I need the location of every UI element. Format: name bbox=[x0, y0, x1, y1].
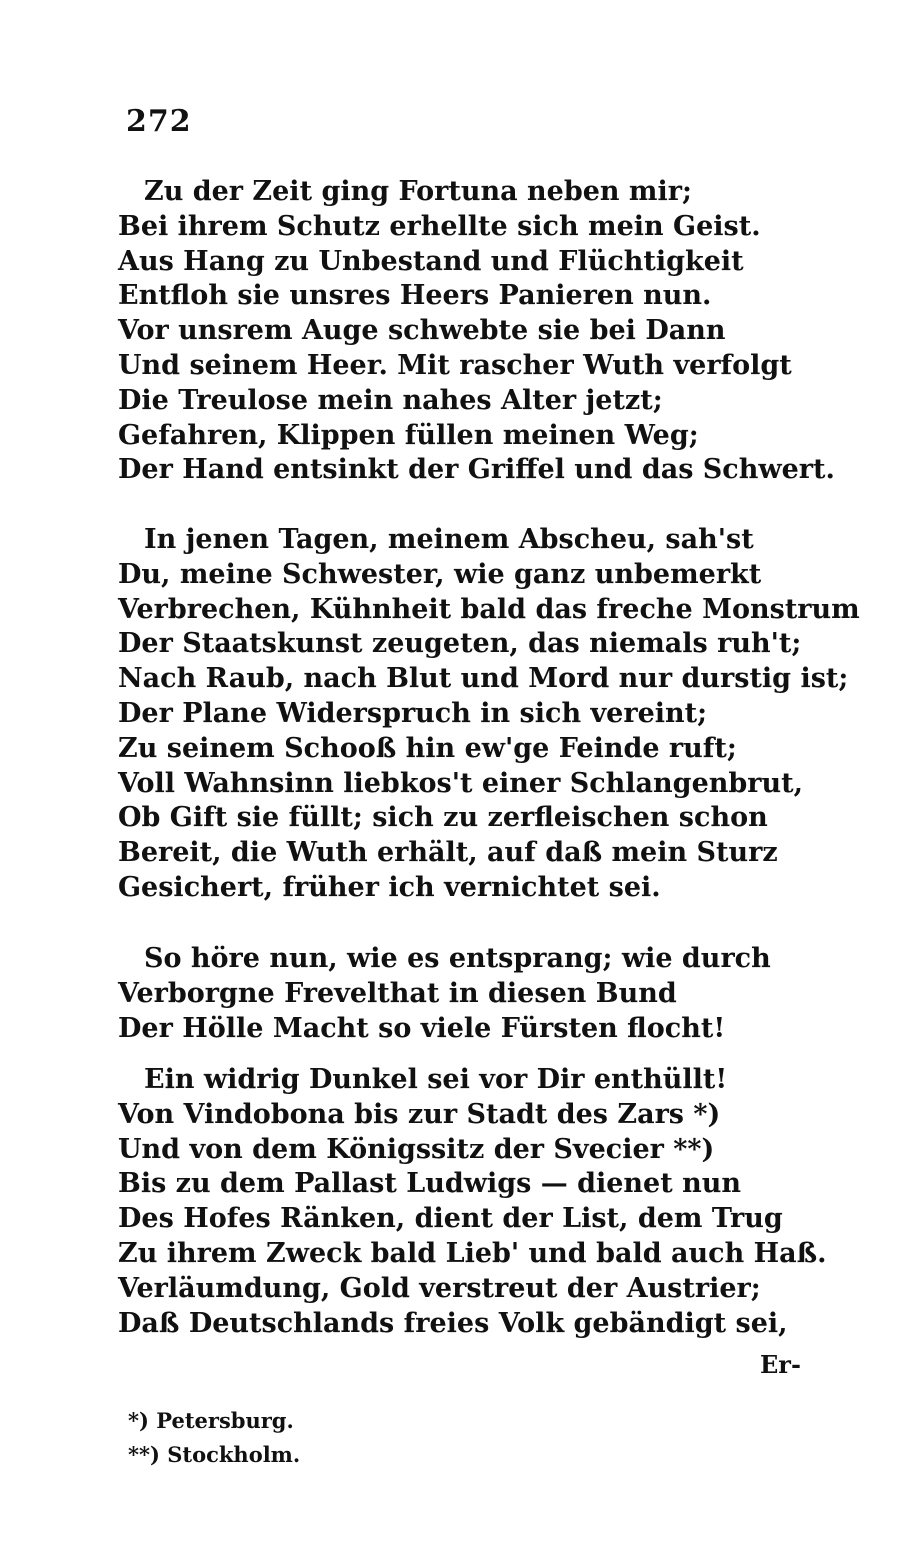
verse-line: Vor unsrem Auge schwebte sie bei Dann bbox=[118, 315, 726, 347]
verse-line: Ob Gift sie füllt; sich zu zerfleischen schon bbox=[118, 802, 768, 834]
verse-line: Zu seinem Schooß hin ew'ge Feinde ruft; bbox=[118, 732, 737, 764]
verse-line: Gesichert, früher ich vernichtet sei. bbox=[118, 871, 661, 903]
verse-line: Der Plane Widerspruch in sich vereint; bbox=[118, 697, 708, 729]
verse-line: Verläumdung, Gold verstreut der Austrier; bbox=[118, 1272, 761, 1304]
verse-line: Die Treulose mein nahes Alter jetzt; bbox=[118, 384, 663, 416]
verse-line: Bereit, die Wuth erhält, auf daß mein Sturz bbox=[118, 837, 778, 869]
verse-line: Zu ihrem Zweck bald Lieb' und bald auch Haß. bbox=[118, 1237, 827, 1269]
verse-line: So höre nun, wie es entsprang; wie durch bbox=[144, 943, 771, 974]
verse-line: Und von dem Königssitz der Svecier **) bbox=[118, 1133, 715, 1165]
verse-line: Nach Raub, nach Blut und Mord nur durstig ist; bbox=[118, 663, 849, 695]
footnote: *) Petersburg. bbox=[128, 1408, 294, 1433]
page-number: 272 bbox=[126, 104, 192, 139]
verse-line: Der Hölle Macht so viele Fürsten flocht! bbox=[118, 1012, 726, 1044]
verse-line: Der Staatskunst zeugeten, das niemals ruh't; bbox=[118, 628, 802, 660]
catchword: Er- bbox=[760, 1350, 801, 1379]
verse-line: Der Hand entsinkt der Griffel und das Schwert. bbox=[118, 454, 835, 486]
verse-line: Gefahren, Klippen füllen meinen Weg; bbox=[118, 419, 699, 451]
verse-line: Zu der Zeit ging Fortuna neben mir; bbox=[144, 176, 692, 207]
verse-line: Verborgne Frevelthat in diesen Bund bbox=[118, 977, 677, 1009]
footnotes bbox=[128, 1404, 300, 1472]
stanza-2 bbox=[118, 523, 860, 906]
footnote: **) Stockholm. bbox=[128, 1442, 301, 1467]
verse-line: Daß Deutschlands freies Volk gebändigt sei, bbox=[118, 1307, 788, 1339]
verse-line: Entfloh sie unsres Heers Panieren nun. bbox=[118, 280, 712, 312]
verse-line: Bis zu dem Pallast Ludwigs — dienet nun bbox=[118, 1168, 741, 1200]
verse-line: Ein widrig Dunkel sei vor Dir enthüllt! bbox=[144, 1064, 728, 1095]
verse-line: In jenen Tagen, meinem Abscheu, sah'st bbox=[144, 524, 754, 555]
verse-line: Voll Wahnsinn liebkos't einer Schlangenbrut, bbox=[118, 767, 803, 799]
verse-line: Aus Hang zu Unbestand und Flüchtigkeit bbox=[118, 245, 744, 277]
verse-line: Verbrechen, Kühnheit bald das freche Monstrum bbox=[118, 593, 860, 625]
verse-line: Du, meine Schwester, wie ganz unbemerkt bbox=[118, 558, 762, 590]
verse-line: Und seinem Heer. Mit rascher Wuth verfolgt bbox=[118, 349, 792, 381]
verse-line: Bei ihrem Schutz erhellte sich mein Geist. bbox=[118, 210, 761, 242]
stanza-3 bbox=[118, 942, 798, 1046]
verse-line: Von Vindobona bis zur Stadt des Zars *) bbox=[118, 1098, 721, 1130]
verse-line: Des Hofes Ränken, dient der List, dem Trug bbox=[118, 1203, 783, 1235]
stanza-4 bbox=[118, 1063, 827, 1341]
stanza-1 bbox=[118, 175, 835, 488]
